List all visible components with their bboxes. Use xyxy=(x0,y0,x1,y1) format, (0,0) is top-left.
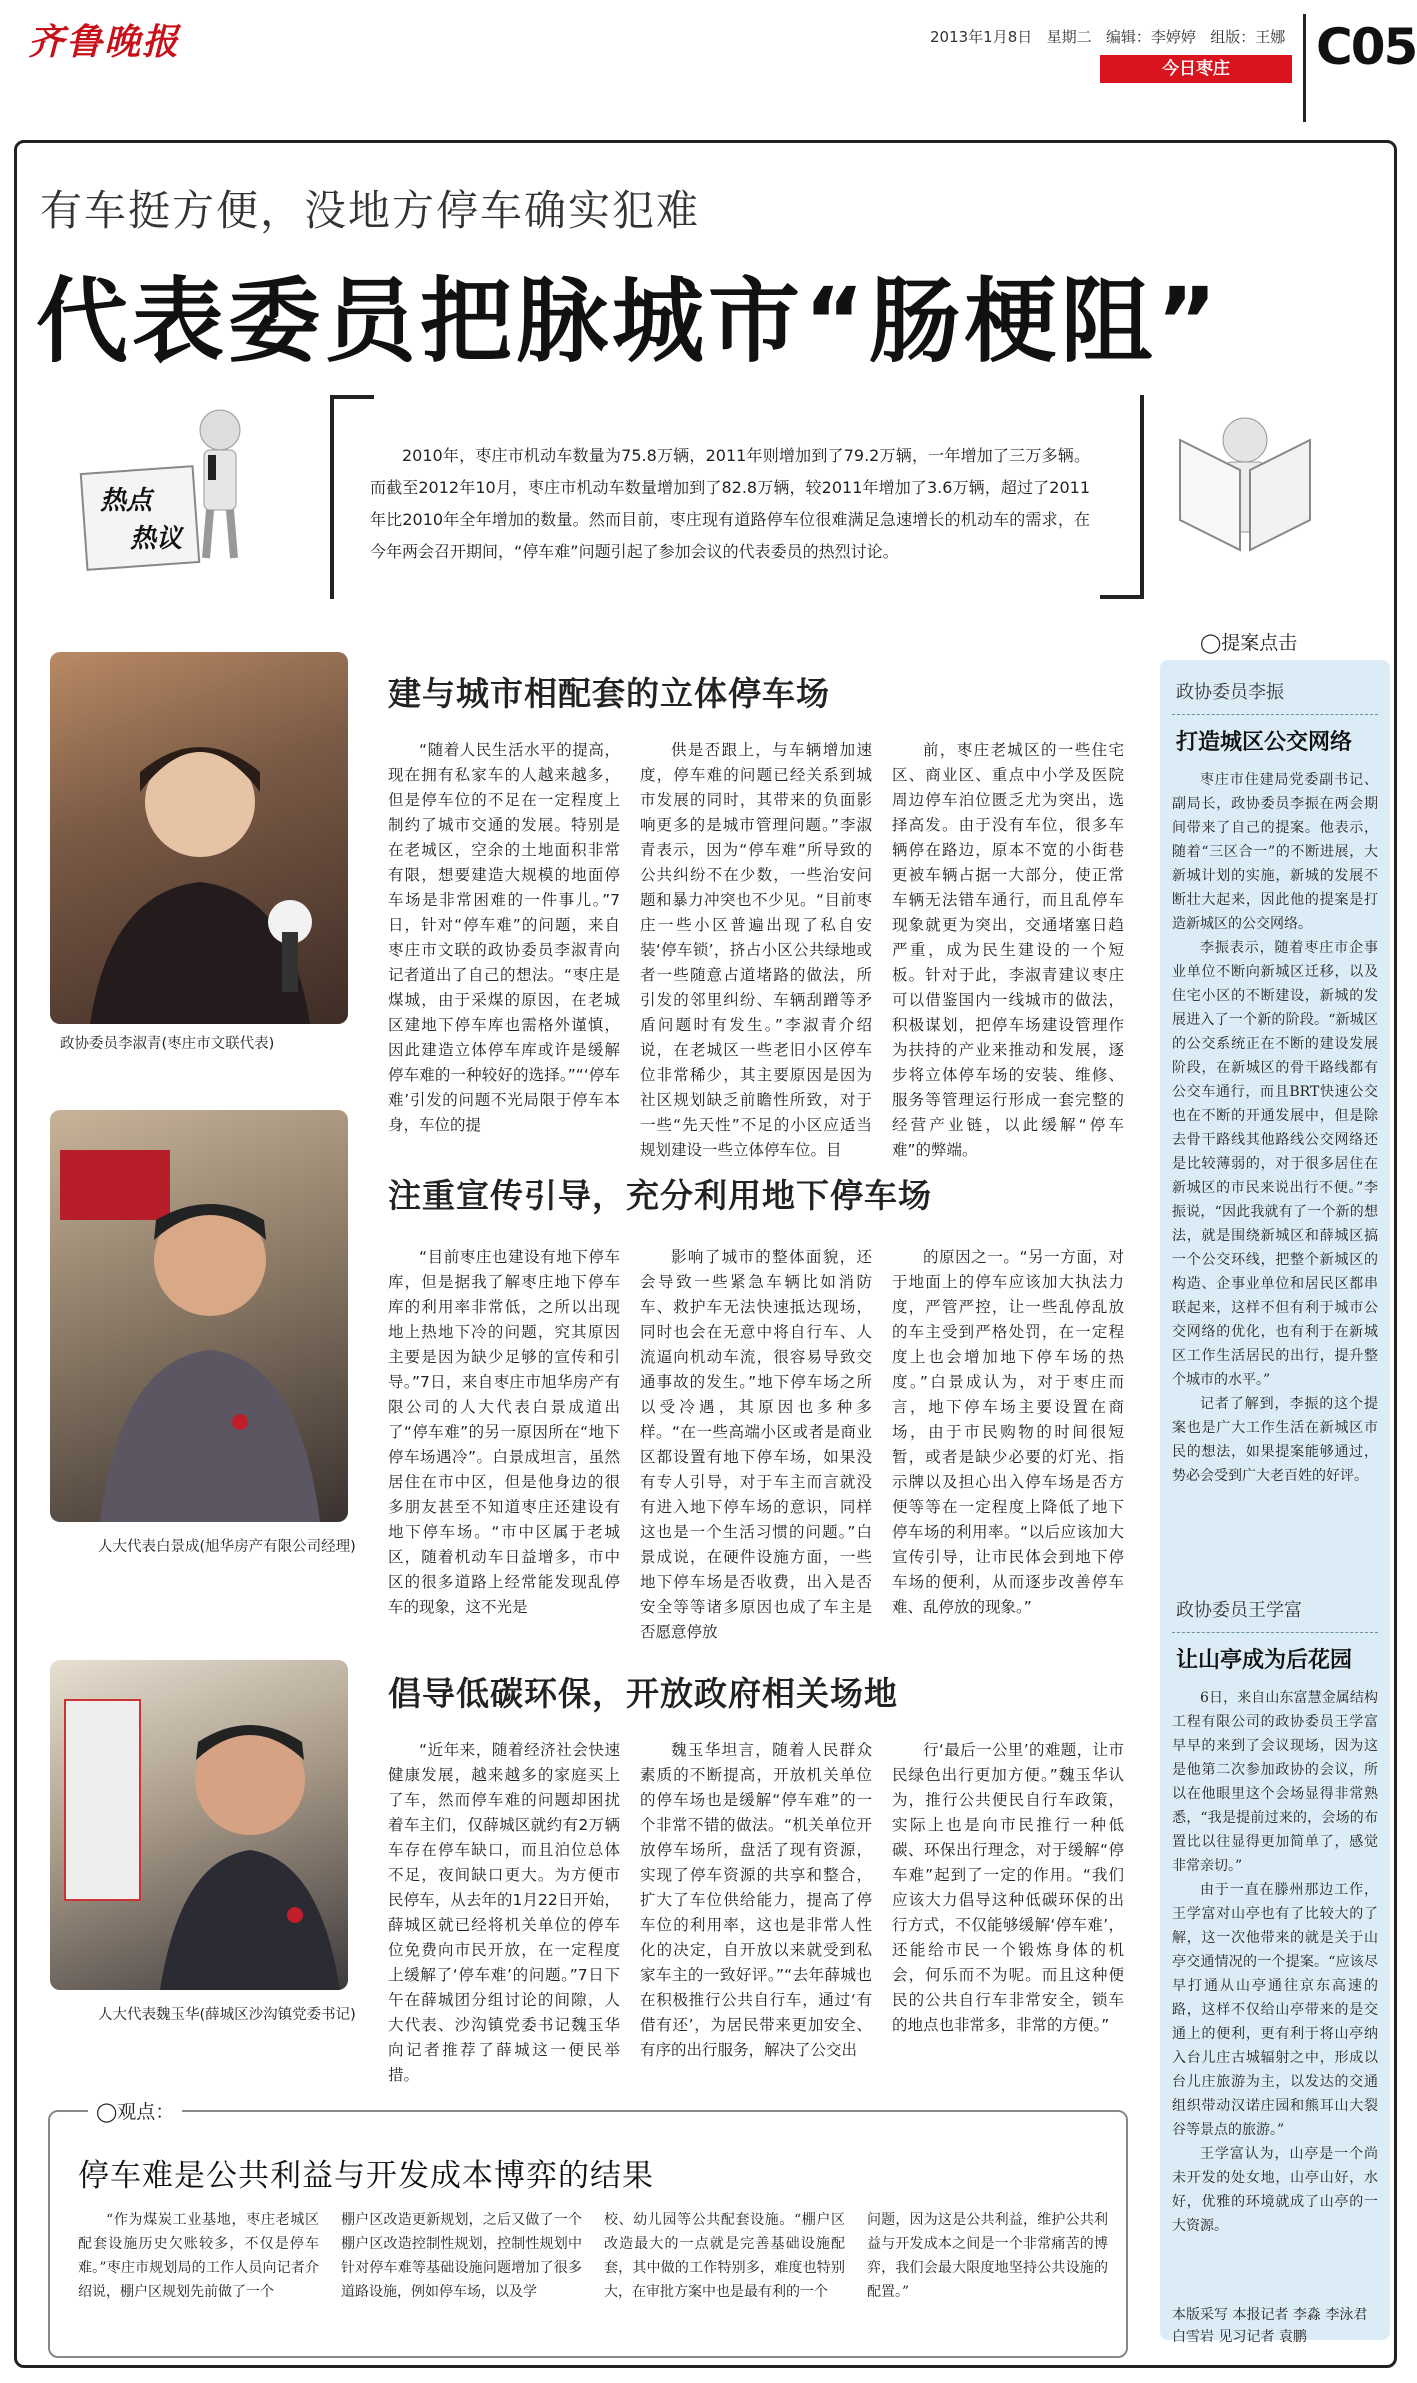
sidebar-2-role: 政协委员王学富 xyxy=(1176,1600,1302,1621)
photo-caption-wei: 人大代表魏玉华(薛城区沙沟镇党委书记) xyxy=(98,2007,356,2023)
section-badge: 今日枣庄 xyxy=(1100,55,1292,83)
sidebar-1-body xyxy=(1172,768,1378,1568)
viewpoint-label: ◯观点： xyxy=(88,2097,182,2124)
sidebar-2-p1: 6日，来自山东富慧金属结构工程有限公司的政协委员王学富早早的来到了会议现场，因为这是他第二次参加政协的会议，所以在他眼里这个会场显得非常熟悉，“我是提前过来的，会场的布置比以往显得更加简单了，感觉非常亲切。” xyxy=(1172,1690,1378,1874)
sidebar-proposals xyxy=(1160,660,1390,2345)
section-3-col-1: “近年来，随着经济社会快速健康发展，越来越多的家庭买上了车，然而停车难的问题却困扰着车主们，仅薛城区就约有2万辆车存在停车缺口，而且泊位总体不足，夜间缺口更大。为方便市民停车，从去年的1月22日开始，薛城区就已经将机关单位的停车位免费向市民开放，在一定程度上缓解了‘停车难’的问题。”7日下午在薛城团分组讨论的间隙，人大代表、沙沟镇党委书记魏玉华向记者推荐了薛城这一便民举措。 xyxy=(388,1741,620,2084)
delegate-portrait-icon xyxy=(50,1110,348,1522)
sidebar-1-p2: 李振表示，随着枣庄市企事业单位不断向新城区迁移，以及住宅小区的不断建设，新城的发展进入了一个新的阶段。“新城区的公交系统正在不断的建设发展阶段，在新城区的骨干路线都有公交车通行，而且BRT快速公交也在不断的开通发展中，但是除去骨干路线其他路线公交网络还是比较薄弱的，对于很多居住在新城区的市民来说出行不便。”李振说，“因此我就有了一个新的想法，就是围绕新城区和薛城区搞一个公交环线，把整个新城区的构造、企事业单位和居民区都串联起来，这样不但有利于城市公交网络的优化，也有利于在新城区工作生活居民的出行，提升整个城市的水平。” xyxy=(1172,940,1378,1388)
section-1-col-2: 供是否跟上，与车辆增加速度，停车难的问题已经关系到城市发展的同时，其带来的负面影响更多的是城市管理问题。”李淑青表示，因为“停车难”所导致的公共纠纷不在少数，一些治安问题和暴力冲突也不少见。“目前枣庄一些小区普遍出现了私自安装‘停车锁’，挤占小区公共绿地或者一些随意占道堵路的做法，所引发的邻里纠纷、车辆刮蹭等矛盾问题时有发生。”李淑青介绍说，在老城区一些老旧小区停车位非常稀少，其主要原因是因为社区规划缺乏前瞻性所致，对于一些“先天性”不足的小区应适当规划建设一些立体停车位。目 xyxy=(640,741,872,1159)
viewpoint-col-1: “作为煤炭工业基地，枣庄老城区配套设施历史欠账较多，不仅是停车难。”枣庄市规划局的工作人员向记者介绍说，棚户区规划先前做了一个 xyxy=(78,2212,319,2300)
sidebar-2-body xyxy=(1172,1686,1378,2296)
sidebar-1-rule xyxy=(1172,714,1378,715)
reading-figure xyxy=(1170,400,1320,580)
editor-credit: 编辑：李婷婷 xyxy=(1105,28,1196,46)
sidebar-2-p3: 王学富认为，山亭是一个尚未开发的处女地，山亭山好，水好，优雅的环境就成了山亭的一大资源。 xyxy=(1172,2146,1378,2234)
viewpoint-col-4: 问题，因为这是公共利益，维护公共利益与开发成本之间是一个非常痛苦的博弈，我们会最大限度地坚持公共设施的配置。” xyxy=(867,2212,1108,2300)
viewpoint-columns xyxy=(78,2208,1108,2348)
sidebar-2-title: 让山亭成为后花园 xyxy=(1176,1648,1353,1673)
section-3-col-2: 魏玉华坦言，随着人民群众素质的不断提高，开放机关单位的停车场也是缓解“停车难”的一个非常不错的做法。“机关单位开放停车场所，盘活了现有资源，实现了停车资源的共享和整合，扩大了车位供给能力，提高了停车位的利用率，这也是非常人性化的决定，自开放以来就受到私家车主的一致好评。”“去年薛城也在积极推行公共自行车，通过‘有借有还’，为居民带来更加安全、有序的出行服务，解决了公交出 xyxy=(640,1741,872,2059)
intro-text: 2010年，枣庄市机动车数量为75.8万辆，2011年则增加到了79.2万辆，一年增加了三万多辆。而截至2012年10月，枣庄市机动车数量增加到了82.8万辆，较2011年增加了3.6万辆，超过了2011年比2010年全年增加的数量。然而目前，枣庄现有道路停车位很难满足急速增长的机动车的需求，在今年两会召开期间，“停车难”问题引起了参加会议的代表委员的热烈讨论。 xyxy=(370,446,1090,561)
photo-caption-bai: 人大代表白景成(旭华房产有限公司经理) xyxy=(98,1539,356,1555)
sidebar-1-role: 政协委员李振 xyxy=(1176,682,1284,703)
section-1-title: 建与城市相配套的立体停车场 xyxy=(388,674,830,713)
viewpoint-col-2: 棚户区改造更新规划，之后又做了一个棚户区改造控制性规划，控制性规划中针对停车难等基础设施问题增加了很多道路设施，例如停车场，以及学 xyxy=(341,2212,582,2300)
section-2-col-2: 影响了城市的整体面貌，还会导致一些紧急车辆比如消防车、救护车无法快速抵达现场，同时也会在无意中将自行车、人流逼向机动车流，很容易导致交通事故的发生。”地下停车场之所以受冷遇，其原因也多种多样。“在一些高端小区或者是商业区都设置有地下停车场，如果没有专人引导，对于车主而言就没有进入地下停车场的意识，同样这也是一个生活习惯的问题。”白景成说，在硬件设施方面，一些地下停车场是否收费，出入是否安全等等诸多原因也成了车主是否愿意停放 xyxy=(640,1248,872,1641)
sidebar-2-p2: 由于一直在滕州那边工作，王学富对山亭也有了比较大的了解，这一次他带来的就是关于山亭交通情况的一个提案。“应该尽早打通从山亭通往京东高速的路，这样不仅给山亭带来的是交通上的便利，更有利于将山亭纳入台儿庄古城辐射之中，形成以台儿庄旅游为主，以发达的交通组织带动汉诺庄园和熊耳山大裂谷等景点的旅游。” xyxy=(1172,1882,1378,2138)
masthead-divider xyxy=(1303,14,1306,122)
intro-bracket-left xyxy=(330,395,374,599)
section-2-title: 注重宣传引导，充分利用地下停车场 xyxy=(388,1176,932,1215)
hot-topic-badge-line2: 热议 xyxy=(130,524,183,554)
newspaper-logo: 齐鲁晚报 xyxy=(28,21,181,63)
delegate-portrait-icon xyxy=(50,1660,348,1990)
headline-kicker: 有车挺方便，没地方停车确实犯难 xyxy=(40,186,701,235)
photo-caption-li: 政协委员李淑青(枣庄市文联代表) xyxy=(60,1036,275,1052)
issue-info xyxy=(930,26,1285,47)
photo-bai-jingcheng xyxy=(50,1110,348,1522)
sidebar-1-p1: 枣庄市住建局党委副书记、副局长，政协委员李振在两会期间带来了自己的提案。他表示，随着“三区合一”的不断进展，大新城计划的实施，新城的发展不断壮大起来，因此他的提案是打造新城区的公交网络。 xyxy=(1172,772,1378,932)
photo-li-shuqing xyxy=(50,652,348,1024)
section-1-col-1: “随着人民生活水平的提高，现在拥有私家车的人越来越多，但是停车位的不足在一定程度上制约了城市交通的发展。特别是在老城区，空余的土地面积非常有限，想要建造大规模的地面停车场是非常困难的一件事儿。”7日，针对“停车难”的问题，来自枣庄市文联的政协委员李淑青向记者道出了自己的想法。“枣庄是煤城，由于采煤的原因，在老城区建地下停车库也需格外谨慎，因此建造立体停车库或许是缓解停车难的一种较好的选择。”“‘停车难’引发的问题不光局限于停车本身，车位的提 xyxy=(388,741,620,1134)
sidebar-1-p3: 记者了解到，李振的这个提案也是广大工作生活在新城区市民的想法，如果提案能够通过，势必会受到广大老百姓的好评。 xyxy=(1172,1396,1378,1484)
sidebar-1-title: 打造城区公交网络 xyxy=(1176,730,1353,755)
section-3-title: 倡导低碳环保，开放政府相关场地 xyxy=(388,1674,898,1713)
layout-credit: 组版：王娜 xyxy=(1210,28,1286,46)
sidebar-credits: 本版采写 本报记者 李淼 李泳君 白雪岩 见习记者 袁鹏 xyxy=(1172,2307,1368,2345)
hot-topic-badge-line1: 热点 xyxy=(100,486,153,516)
issue-date: 2013年1月8日 xyxy=(930,28,1033,46)
page-number: C05 xyxy=(1316,18,1417,76)
viewpoint-title: 停车难是公共利益与开发成本博弈的结果 xyxy=(78,2158,654,2194)
sidebar-2-rule xyxy=(1172,1632,1378,1633)
proposal-label: ◯提案点击 xyxy=(1200,632,1298,654)
hot-topic-figure xyxy=(80,400,280,570)
delegate-portrait-icon xyxy=(50,652,348,1024)
issue-weekday: 星期二 xyxy=(1046,28,1092,46)
figure-reading-icon xyxy=(1170,400,1320,580)
headline-title: 代表委员把脉城市“肠梗阻” xyxy=(36,268,1221,375)
section-2-col-1: “目前枣庄也建设有地下停车库，但是据我了解枣庄地下停车库的利用率非常低，之所以出现地上热地下冷的问题，究其原因主要是因为缺少足够的宣传和引导。”7日，来自枣庄市旭华房产有限公司的人大代表白景成道出了“停车难”的另一原因所在“地下停车场遇冷”。白景成坦言，虽然居住在市中区，但是他身边的很多朋友甚至不知道枣庄还建设有地下停车场。“市中区属于老城区，随着机动车日益增多，市中区的很多道路上经常能发现乱停车的现象，这不光是 xyxy=(388,1248,620,1616)
intro-bracket-right xyxy=(1100,395,1144,599)
masthead xyxy=(0,0,1417,128)
section-1-col-3: 前，枣庄老城区的一些住宅区、商业区、重点中小学及医院周边停车泊位匮乏尤为突出，选择高发。由于没有车位，很多车辆停在路边，原本不宽的小街巷更被车辆占据一大部分，使正常车辆无法错车通行，而且乱停车现象就更为突出，交通堵塞日趋严重，成为民生建设的一个短板。针对于此，李淑青建议枣庄可以借鉴国内一线城市的做法，积极谋划，把停车场建设管理作为扶持的产业来推动和发展，逐步将立体停车场的安装、维修、服务等管理运行形成一套完整的经营产业链，以此缓解“停车难”的弊端。 xyxy=(892,741,1124,1159)
photo-wei-yuhua xyxy=(50,1660,348,1990)
section-2-col-3: 的原因之一。“另一方面，对于地面上的停车应该加大执法力度，严管严控，让一些乱停乱放的车主受到严格处罚，在一定程度上也会增加地下停车场的热度。”白景成认为，对于枣庄而言，地下停车场主要设置在商场，由于市民购物的时间很短暂，或者是缺少必要的灯光、指示牌以及担心出入停车场是否方便等等在一定程度上降低了地下停车场的利用率。“以后应该加大宣传引导，让市民体会到地下停车场的便利，从而逐步改善停车难、乱停放的现象。” xyxy=(892,1248,1124,1616)
section-3-col-3: 行‘最后一公里’的难题，让市民绿色出行更加方便。”魏玉华认为，推行公共便民自行车政策，实际上也是向市民推行一种低碳、环保出行理念，对于缓解“停车难”起到了一定的作用。“我们应该大力倡导这种低碳环保的出行方式，不仅能够缓解‘停车难’，还能给市民一个锻炼身体的机会，何乐而不为呢。而且这种便民的公共自行车非常安全，锁车的地点也非常多，非常的方便。” xyxy=(892,1741,1124,2034)
viewpoint-col-3: 校、幼儿园等公共配套设施。“棚户区改造最大的一点就是完善基础设施配套，其中做的工作特别多，难度也特别大，在审批方案中也是最有利的一个 xyxy=(604,2212,845,2300)
